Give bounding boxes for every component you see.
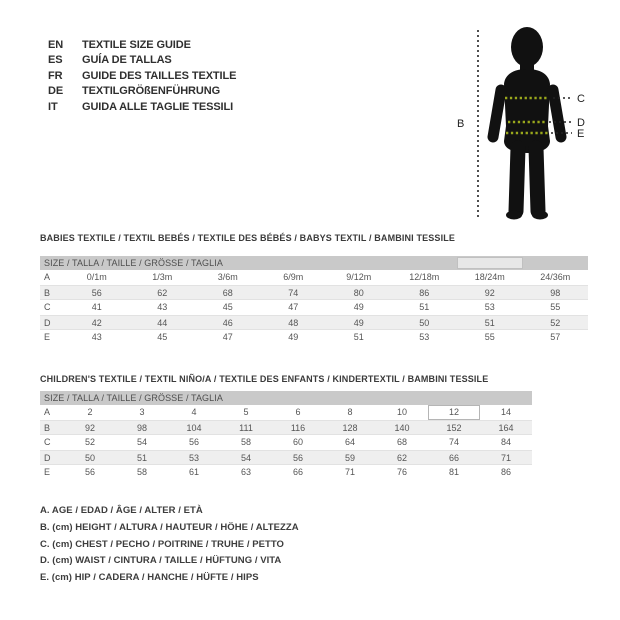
row-label: E [44, 332, 51, 342]
table-cell: 54 [136, 437, 147, 447]
table-cell: 58 [240, 437, 251, 447]
table-cell: 10 [396, 407, 407, 417]
table-cell: 74 [288, 288, 299, 298]
child-figure-diagram [445, 10, 595, 225]
table-cell: 45 [157, 332, 168, 342]
children-section-title: CHILDREN'S TEXTILE / TEXTIL NIÑO/A / TEXTILE DES ENFANTS / KINDERTEXTIL / BAMBINI TESSILE [40, 374, 489, 384]
table-cell: 51 [419, 302, 430, 312]
table-cell: 49 [353, 302, 364, 312]
table-cell: 63 [240, 467, 251, 477]
table-cell: 152 [446, 423, 462, 433]
language-code: FR [48, 69, 63, 82]
table-row [40, 450, 532, 465]
table-cell: 9/12m [346, 272, 372, 282]
table-cell: 59 [344, 453, 355, 463]
table-row [40, 420, 532, 435]
row-label: A [44, 407, 51, 417]
table-cell: 50 [84, 453, 95, 463]
table-cell: 66 [292, 467, 303, 477]
babies-table-body [40, 270, 588, 345]
babies-section-title: BABIES TEXTILE / TEXTIL BEBÉS / TEXTILE DES BÉBÉS / BABYS TEXTIL / BAMBINI TESSILE [40, 233, 456, 243]
row-label: C [44, 302, 51, 312]
table-cell: 56 [84, 467, 95, 477]
language-row [48, 100, 236, 115]
babies-table-header-label: SIZE / TALLA / TAILLE / GRÖSSE / TAGLIA [44, 258, 223, 268]
language-code: ES [48, 54, 63, 67]
table-cell: 4 [191, 407, 197, 417]
table-cell: 6/9m [283, 272, 304, 282]
table-cell: 140 [394, 423, 410, 433]
row-label: E [44, 467, 51, 477]
table-cell: 50 [419, 318, 430, 328]
table-cell: 56 [91, 288, 102, 298]
table-cell: 68 [222, 288, 233, 298]
table-row [40, 465, 532, 480]
language-row [48, 38, 236, 53]
table-cell: 45 [222, 302, 233, 312]
legend-line: D. (cm) WAIST / CINTURA / TAILLE / HÜFTUNG / VITA [40, 555, 282, 567]
table-cell: 0/1m [86, 272, 107, 282]
table-cell: 3/6m [217, 272, 238, 282]
table-cell: 53 [419, 332, 430, 342]
table-cell: 60 [292, 437, 303, 447]
table-cell: 56 [292, 453, 303, 463]
table-cell: 48 [288, 318, 299, 328]
table-cell: 8 [347, 407, 353, 417]
table-cell: 104 [186, 423, 202, 433]
table-cell: 12/18m [409, 272, 440, 282]
child-silhouette [493, 27, 561, 220]
table-cell: 52 [84, 437, 95, 447]
child-figure-svg [445, 10, 595, 225]
legend-line: A. AGE / EDAD / ÂGE / ALTER / ETÀ [40, 505, 203, 516]
table-cell: 41 [91, 302, 102, 312]
table-cell: 24/36m [540, 272, 571, 282]
legend-line: E. (cm) HIP / CADERA / HANCHE / HÜFTE / HIPS [40, 572, 259, 584]
children-size-table [40, 391, 532, 480]
measurement-legend [40, 503, 299, 587]
row-label: D [44, 318, 51, 328]
table-cell: 51 [484, 318, 495, 328]
row-label: D [44, 453, 51, 463]
table-cell: 1/3m [152, 272, 173, 282]
table-cell: 84 [500, 437, 511, 447]
table-cell: 86 [500, 467, 511, 477]
language-code: EN [48, 39, 64, 51]
row-label: A [44, 272, 51, 282]
row-label: B [44, 423, 51, 433]
children-table-header-label: SIZE / TALLA / TAILLE / GRÖSSE / TAGLIA [44, 393, 223, 403]
table-cell: 98 [136, 423, 147, 433]
table-cell: 43 [157, 302, 168, 312]
table-row [40, 270, 588, 285]
table-cell: 51 [353, 332, 364, 342]
table-cell: 47 [222, 332, 233, 342]
highlighted-size-cell: 12 [428, 405, 480, 420]
table-cell: 92 [484, 288, 495, 298]
table-cell: 18/24m [474, 272, 505, 282]
language-title: GUIDA ALLE TAGLIE TESSILI [82, 100, 234, 113]
language-row [48, 84, 236, 99]
table-cell: 52 [550, 318, 561, 328]
table-cell: 56 [188, 437, 199, 447]
table-cell: 98 [550, 288, 561, 298]
language-code: IT [48, 100, 58, 113]
table-row [40, 405, 532, 420]
table-cell: 81 [448, 467, 459, 477]
table-cell: 71 [344, 467, 355, 477]
table-cell: 51 [136, 453, 147, 463]
table-row [40, 300, 588, 315]
language-title: TEXTILE SIZE GUIDE [82, 39, 191, 51]
table-cell: 6 [295, 407, 301, 417]
table-cell: 55 [550, 302, 561, 312]
table-cell: 116 [290, 423, 306, 433]
table-cell: 68 [396, 437, 407, 447]
language-row [48, 69, 236, 84]
table-cell: 49 [288, 332, 299, 342]
children-table-header [40, 391, 532, 405]
language-code: DE [48, 85, 64, 98]
table-cell: 92 [84, 423, 95, 433]
language-row [48, 53, 236, 68]
table-cell: 61 [188, 467, 199, 477]
table-row [40, 285, 588, 300]
row-label: B [44, 288, 51, 298]
table-row [40, 315, 588, 330]
language-list [48, 38, 236, 115]
table-cell: 66 [448, 453, 459, 463]
table-row [40, 330, 588, 345]
table-cell: 55 [484, 332, 495, 342]
table-cell: 71 [500, 453, 511, 463]
hip-label: E [577, 128, 585, 140]
table-cell: 111 [239, 423, 253, 433]
children-table-body [40, 405, 532, 480]
table-row [40, 435, 532, 450]
table-cell: 3 [139, 407, 145, 417]
table-cell: 47 [288, 302, 299, 312]
babies-size-table [40, 256, 588, 345]
table-cell: 43 [91, 332, 102, 342]
row-label: C [44, 437, 51, 447]
table-cell: 86 [419, 288, 430, 298]
table-cell: 62 [157, 288, 168, 298]
legend-line: B. (cm) HEIGHT / ALTURA / HAUTEUR / HÖHE / ALTEZZA [40, 521, 299, 533]
table-cell: 64 [344, 437, 355, 447]
table-cell: 42 [91, 318, 102, 328]
waist-label: D [577, 117, 585, 129]
language-title: TEXTILGRÖßENFÜHRUNG [82, 85, 221, 98]
language-title: GUÍA DE TALLAS [82, 54, 172, 67]
language-title: GUIDE DES TAILLES TEXTILE [82, 69, 237, 82]
table-cell: 53 [188, 453, 199, 463]
table-cell: 76 [396, 467, 407, 477]
table-cell: 46 [222, 318, 233, 328]
table-cell: 53 [484, 302, 495, 312]
table-cell: 54 [240, 453, 251, 463]
height-label: B [457, 118, 465, 130]
table-cell: 2 [87, 407, 93, 417]
chest-label: C [577, 93, 585, 105]
babies-table-header [40, 256, 588, 270]
table-cell: 57 [550, 332, 561, 342]
table-cell: 128 [342, 423, 358, 433]
table-cell: 80 [353, 288, 364, 298]
table-cell: 74 [448, 437, 459, 447]
table-cell: 14 [500, 407, 511, 417]
table-cell: 49 [353, 318, 364, 328]
table-cell: 58 [136, 467, 147, 477]
table-cell: 62 [396, 453, 407, 463]
legend-line: C. (cm) CHEST / PECHO / POITRINE / TRUHE / PETTO [40, 538, 284, 550]
table-cell: 5 [243, 407, 249, 417]
babies-highlighted-size-box [457, 257, 523, 269]
table-cell: 164 [498, 423, 514, 433]
table-cell: 44 [157, 318, 168, 328]
